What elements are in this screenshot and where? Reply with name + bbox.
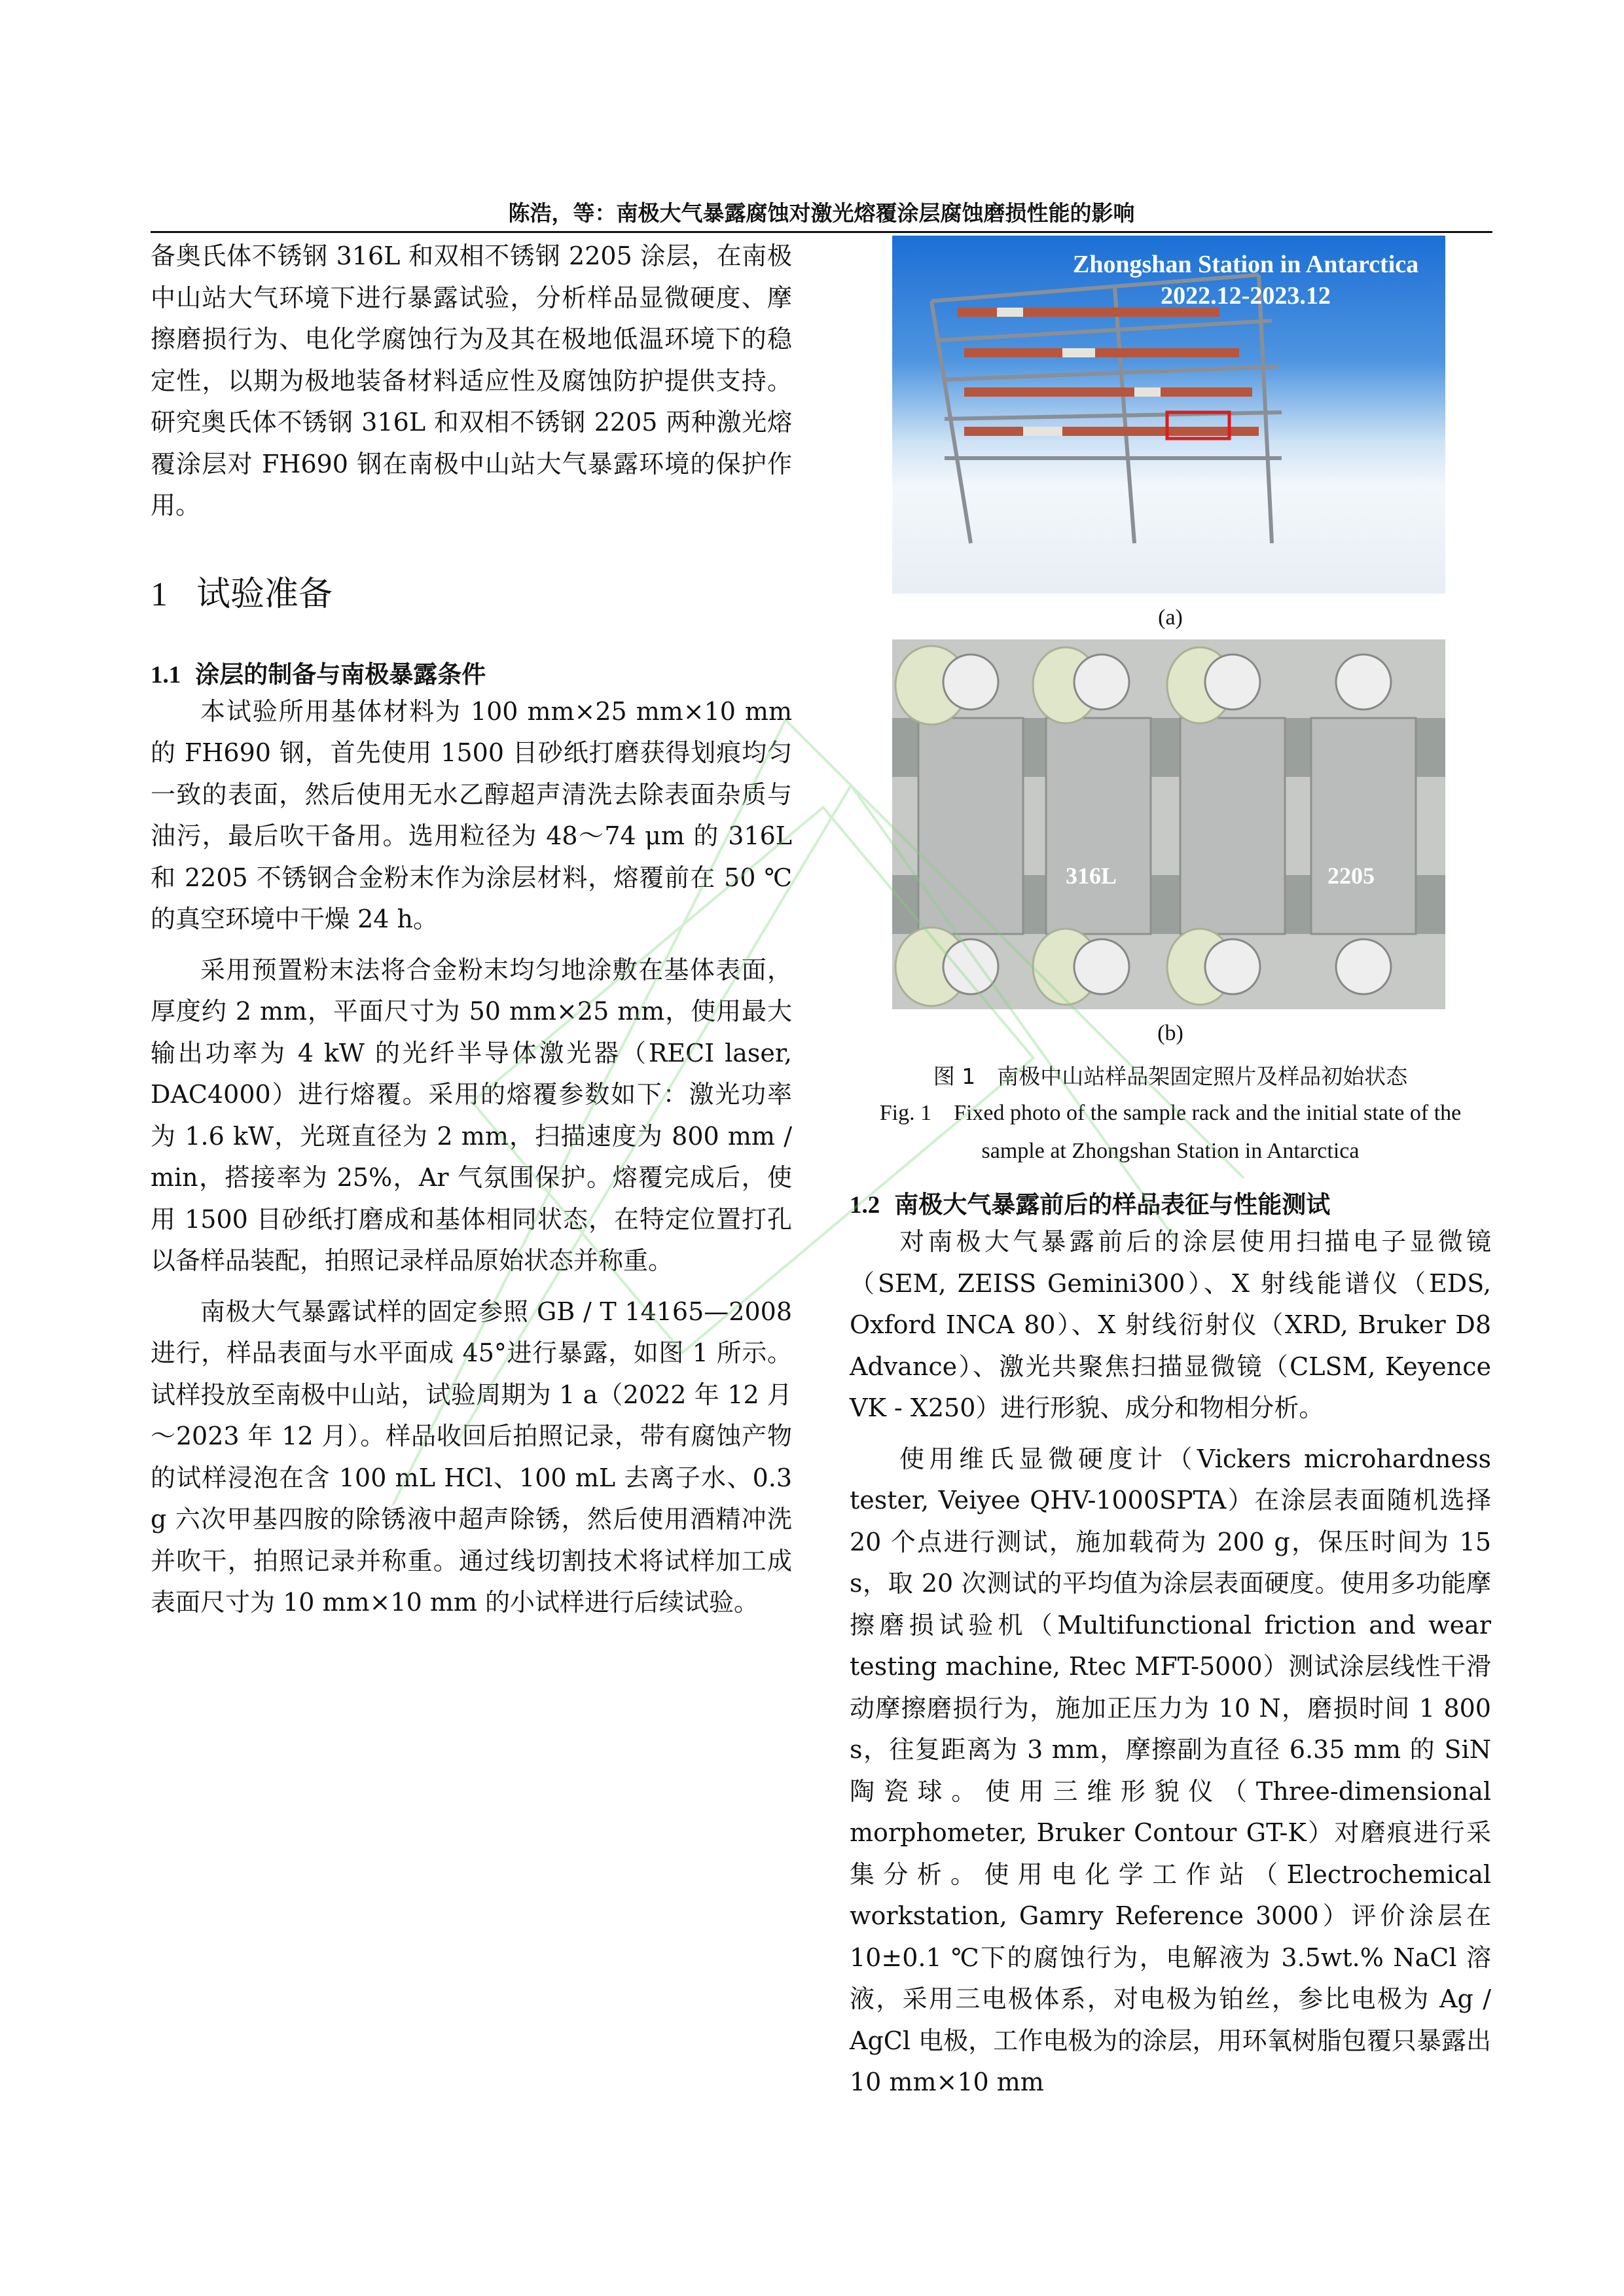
paragraph-testing: 使用维氏显微硬度计（Vickers microhardness tester, Veiyee QHV-1000SPTA）在涂层表面随机选择 20 个点进行测试，施加载荷为 200 g，保压时间为 15 s，取 20 次测试的平均值为涂层表面硬度。使用多功能摩擦磨损试验机（Multifunctional friction and wear testing machine, Rtec MFT-5000）测试涂层线性干滑动摩擦磨损行为，施加正压力为 10 N，磨损时间 1 800 s，往复距离为 3 mm，摩擦副为直径 6.35 mm 的 SiN 陶瓷球。使用三维形貌仪（Three-dimensional morphometer, Bruker Contour GT-K）对磨痕进行采集分析。使用电化学工作站（Electrochemical workstation, Gamry Reference 3000）评价涂层在 10±0.1 ℃下的腐蚀行为，电解液为 3.5wt.% NaCl 溶液，采用三电极体系，对电极为铂丝，参比电极为 Ag / AgCl 电极，工作电极为的涂层，用环氧树脂包覆只暴露出 10 mm×10 mm — [850, 1444, 1491, 2096]
photo-a-title — [1056, 249, 1435, 312]
subsection-1-1-title: 涂层的制备与南极暴露条件 — [195, 660, 486, 689]
running-header: 陈浩，等：南极大气暴露腐蚀对激光熔覆涂层腐蚀磨损性能的影响 — [508, 200, 1135, 226]
right-column — [850, 236, 1491, 2104]
photo-sample-initial-state — [892, 639, 1445, 1009]
paragraph-exposure: 南极大气暴露试样的固定参照 GB / T 14165—2008 进行，样品表面与水平面成 45°进行暴露，如图 1 所示。试样投放至南极中山站，试验周期为 1 a（2022 年 12 月～2023 年 12 月）。样品收回后拍照记录，带有腐蚀产物的试样浸泡在含 100 mL HCl、100 mL 去离子水、0.3 g 六次甲基四胺的除锈液中超声除锈，然后使用酒精冲洗并吹干，拍照记录并称重。通过线切割技术将试样加工成表面尺寸为 10 mm×10 mm 的小试样进行后续试验。 — [151, 1297, 792, 1617]
figure-1-caption-cn: 图 1 南极中山站样品架固定照片及样品初始状态 — [933, 1064, 1408, 1089]
subfigure-label-b: (b) — [1157, 1021, 1183, 1045]
photo-a-title-line2: 2022.12-2023.12 — [1161, 282, 1331, 310]
section-1-number: 1 — [151, 575, 168, 613]
subsection-1-2-number: 1.2 — [850, 1192, 880, 1219]
photo-sample-rack — [892, 236, 1445, 594]
section-1-title: 试验准备 — [196, 574, 333, 614]
samples-closeup-graphic — [892, 639, 1445, 1009]
paragraph-cladding: 采用预置粉末法将合金粉末均匀地涂敷在基体表面，厚度约 2 mm，平面尺寸为 50 mm×25 mm，使用最大输出功率为 4 kW 的光纤半导体激光器（RECI laser, DAC4000）进行熔覆。采用的熔覆参数如下：激光功率为 1.6 kW，光斑直径为 2 mm，扫描速度为 800 mm / min，搭接率为 25%，Ar 气氛围保护。熔覆完成后，使用 1500 目砂纸打磨成和基体相同状态，在特定位置打孔以备样品装配，拍照记录样品原始状态并称重。 — [151, 955, 792, 1275]
section-1-heading — [151, 566, 792, 615]
sample-label-316l: 316L — [1066, 863, 1117, 889]
subsection-1-1-heading — [151, 655, 792, 690]
figure-1-caption-en: Fig. 1 Fixed photo of the sample rack and the initial state of the sample at Zhongshan Station in Antarctica — [879, 1101, 1462, 1163]
subsection-1-1-number: 1.1 — [151, 661, 181, 689]
subsection-1-2-title: 南极大气暴露前后的样品表征与性能测试 — [894, 1191, 1331, 1219]
subsection-1-2-heading — [850, 1185, 1491, 1220]
photo-a-title-line1: Zhongshan Station in Antarctica — [1072, 251, 1419, 278]
sample-label-2205: 2205 — [1327, 863, 1375, 889]
header-rule — [151, 231, 1492, 233]
subfigure-label-a: (a) — [1158, 605, 1183, 630]
intro-paragraph: 备奥氏体不锈钢 316L 和双相不锈钢 2205 涂层，在南极中山站大气环境下进行暴露试验，分析样品显微硬度、摩擦磨损行为、电化学腐蚀行为及其在极地低温环境下的稳定性，以期为极地装备材料适应性及腐蚀防护提供支持。研究奥氏体不锈钢 316L 和双相不锈钢 2205 两种激光熔覆涂层对 FH690 钢在南极中山站大气暴露环境的保护作用。 — [151, 242, 792, 520]
paragraph-characterization: 对南极大气暴露前后的涂层使用扫描电子显微镜（SEM, ZEISS Gemini300）、X 射线能谱仪（EDS, Oxford INCA 80）、X 射线衍射仪（XRD, Bruker D8 Advance）、激光共聚焦扫描显微镜（CLSM, Keyence VK - X250）进行形貌、成分和物相分析。 — [850, 1227, 1491, 1422]
left-column — [151, 236, 792, 1624]
paragraph-materials: 本试验所用基体材料为 100 mm×25 mm×10 mm 的 FH690 钢，首先使用 1500 目砂纸打磨获得划痕均匀一致的表面，然后使用无水乙醇超声清洗去除表面杂质与油污，最后吹干备用。选用粒径为 48～74 μm 的 316L 和 2205 不锈钢合金粉末作为涂层材料，熔覆前在 50 ℃的真空环境中干燥 24 h。 — [151, 696, 792, 933]
figure-1 — [850, 236, 1491, 1170]
